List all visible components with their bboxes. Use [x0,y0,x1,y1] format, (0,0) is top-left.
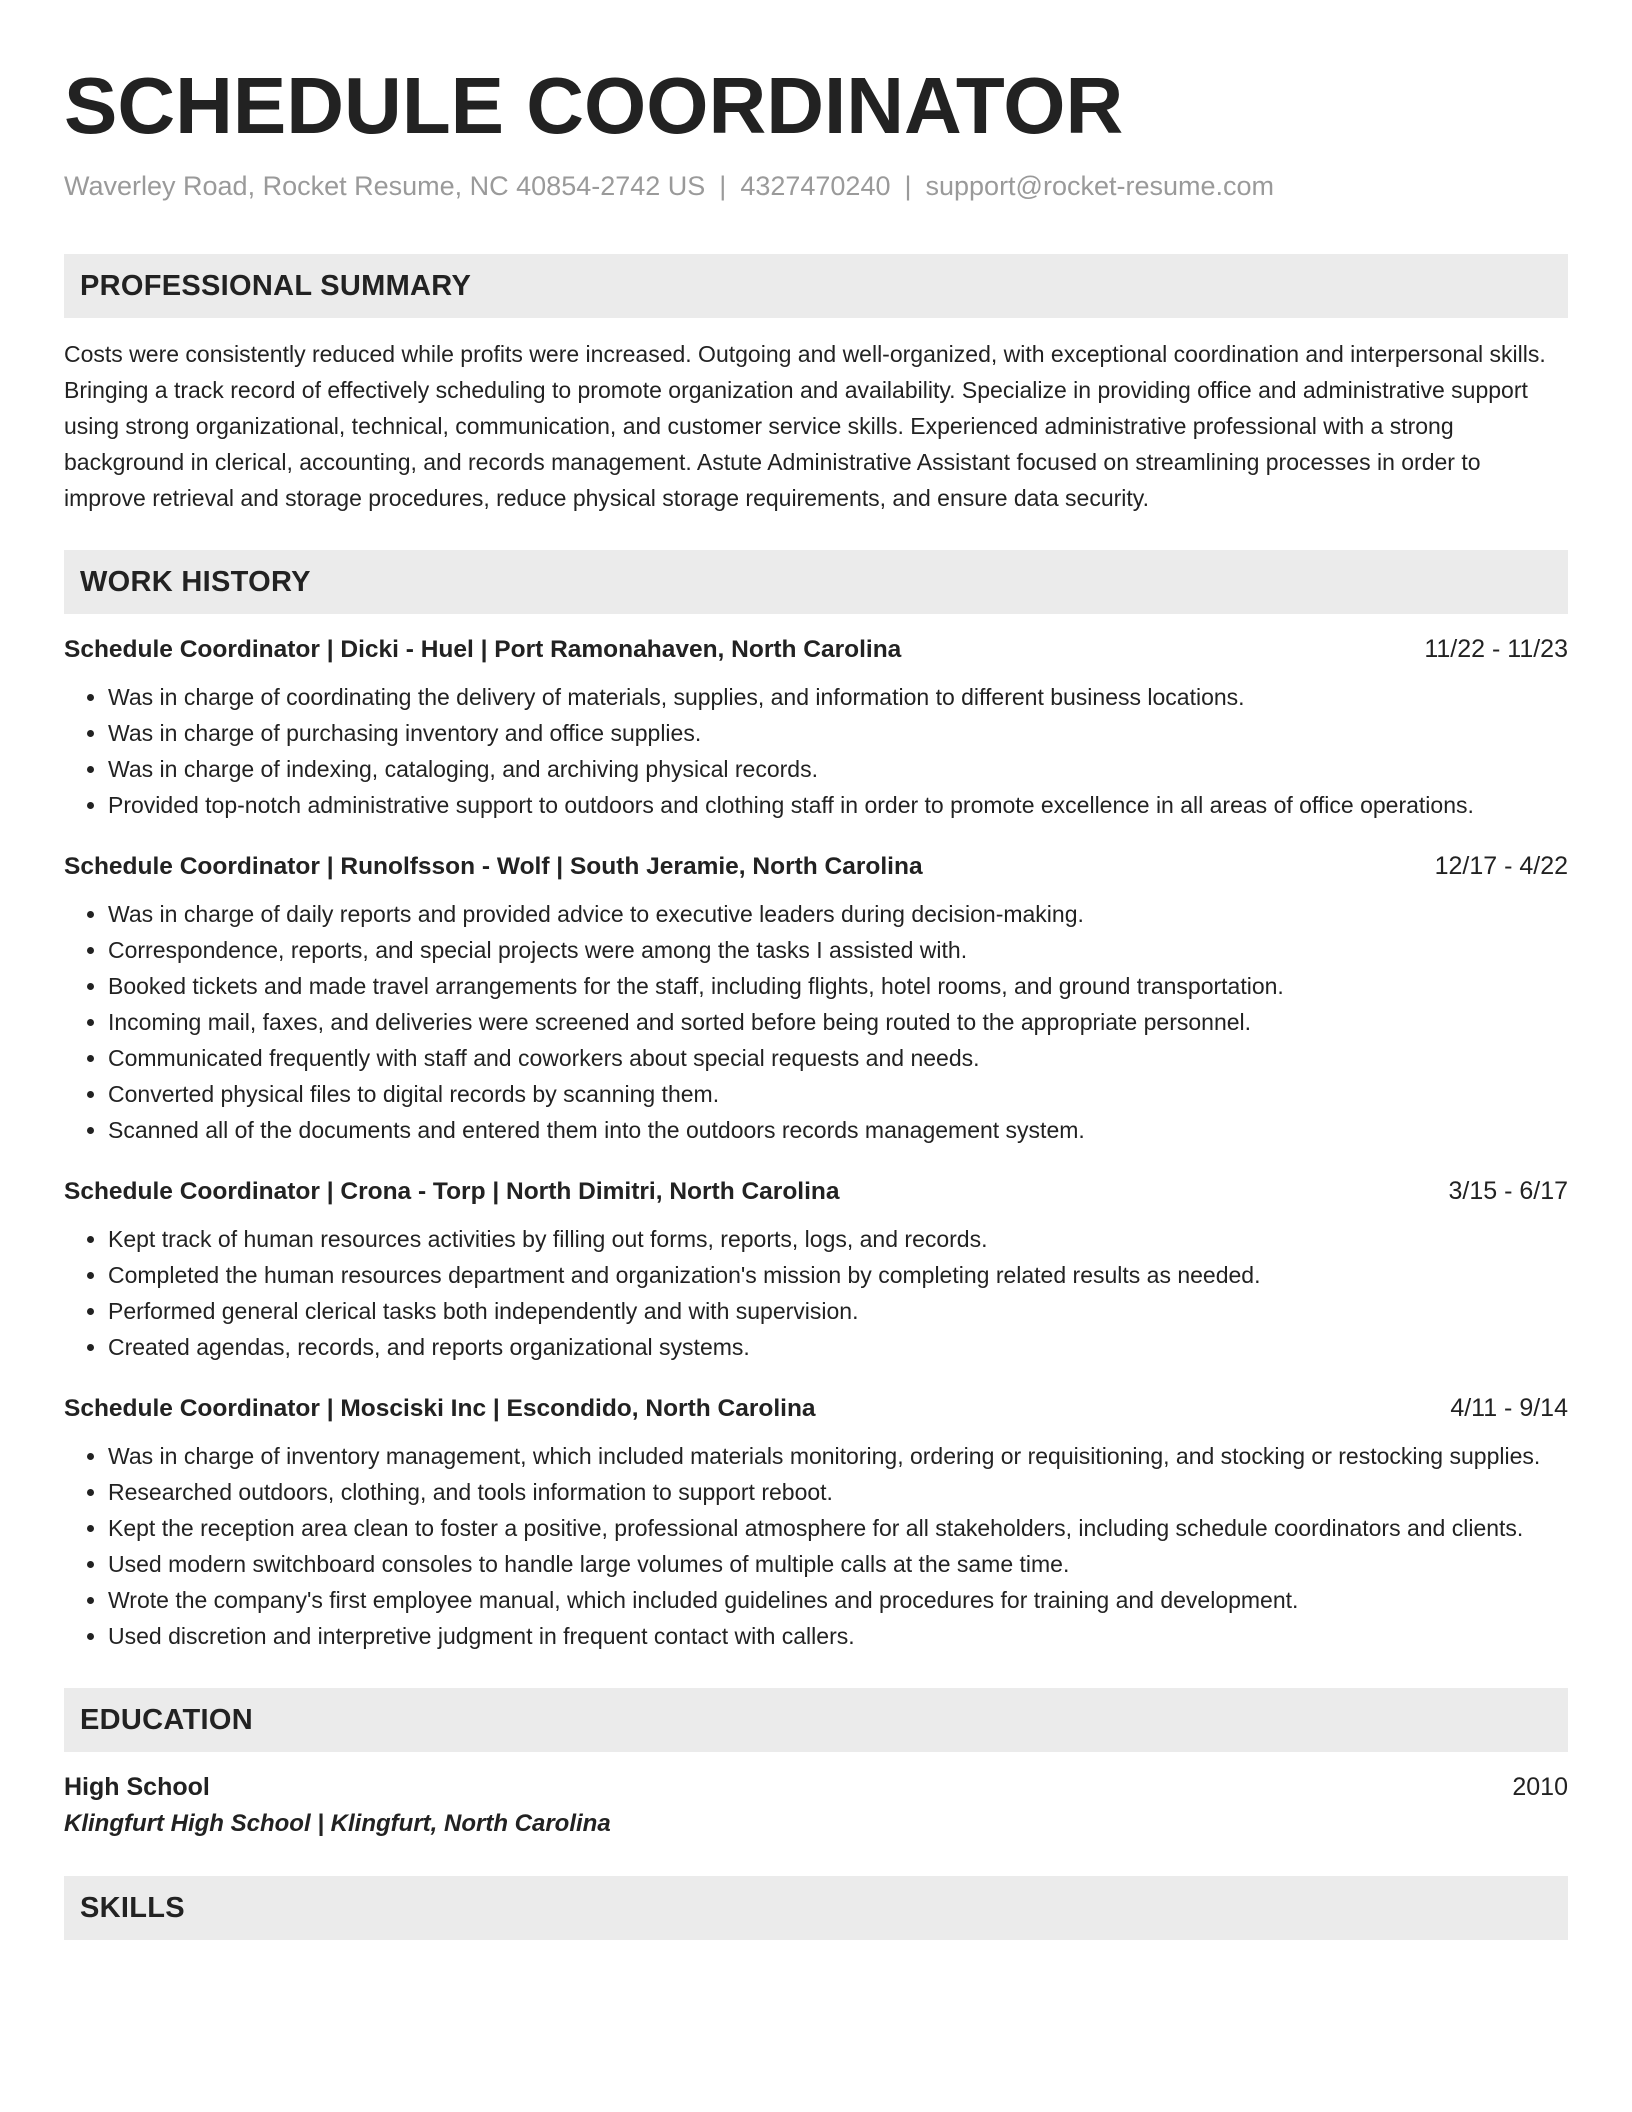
job-bullet: • Scanned all of the documents and entered them into the outdoors records management system. [108,1112,1568,1148]
job-title: Schedule Coordinator | Runolfsson - Wolf | South Jeramie, North Carolina [64,853,923,880]
job-bullet: • Researched outdoors, clothing, and tools information to support reboot. [108,1474,1568,1510]
education-school: Klingfurt High School | Klingfurt, North Carolina [64,1810,611,1837]
job-heading-row [64,1174,1568,1209]
contact-separator: | [719,171,727,201]
job-bullet: • Was in charge of coordinating the delivery of materials, supplies, and information to different business locations. [108,679,1568,715]
job-entry [64,1391,1568,1654]
job-bullet: • Incoming mail, faxes, and deliveries were screened and sorted before being routed to the appropriate personnel. [108,1004,1568,1040]
job-dates: 3/15 - 6/17 [1448,1177,1568,1205]
job-bullet: • Wrote the company's first employee manual, which included guidelines and procedures for training and development. [108,1582,1568,1618]
job-bullet: • Completed the human resources department and organization's mission by completing related results as needed. [108,1257,1568,1293]
job-bullet: • Correspondence, reports, and special projects were among the tasks I assisted with. [108,932,1568,968]
job-bullet: • Communicated frequently with staff and coworkers about special requests and needs. [108,1040,1568,1076]
job-bullet: • Used discretion and interpretive judgment in frequent contact with callers. [108,1618,1568,1654]
job-bullet: • Kept track of human resources activities by filling out forms, reports, logs, and records. [108,1221,1568,1257]
contact-address: Waverley Road, Rocket Resume, NC 40854-2742 US [64,171,706,201]
education-degree: High School [64,1773,210,1801]
section-title-work: WORK HISTORY [80,565,311,598]
education-heading-row [64,1768,1568,1806]
job-title: Schedule Coordinator | Dicki - Huel | Port Ramonahaven, North Carolina [64,636,902,663]
job-title: Schedule Coordinator | Mosciski Inc | Escondido, North Carolina [64,1395,816,1422]
section-header-skills [64,1876,1568,1940]
job-bullet: • Converted physical files to digital records by scanning them. [108,1076,1568,1112]
job-bullet: • Was in charge of indexing, cataloging, and archiving physical records. [108,751,1568,787]
section-title-summary: PROFESSIONAL SUMMARY [80,269,472,302]
job-bullets [64,679,1568,823]
job-bullet: • Used modern switchboard consoles to handle large volumes of multiple calls at the same time. [108,1546,1568,1582]
job-title: Schedule Coordinator | Crona - Torp | North Dimitri, North Carolina [64,1178,840,1205]
job-bullets [64,896,1568,1148]
summary-text: Costs were consistently reduced while profits were increased. Outgoing and well-organized, with exceptional coordination and interpersonal skills. Bringing a track record of effectively scheduling to promote organization and availability. Specialize in providing office and administrative support using strong organizational, technical, communication, and customer service skills. Experienced administrative professional with a strong background in clerical, accounting, and records management. Astute Administrative Assistant focused on streamlining processes in order to improve retrieval and storage procedures, reduce physical storage requirements, and ensure data security. [64,341,1546,511]
section-header-summary [64,254,1568,318]
section-header-education [64,1688,1568,1752]
job-bullet: • Created agendas, records, and reports organizational systems. [108,1329,1568,1365]
contact-separator: | [904,171,912,201]
job-heading-row [64,849,1568,884]
job-dates: 11/22 - 11/23 [1424,635,1568,663]
job-dates: 12/17 - 4/22 [1434,852,1568,880]
section-title-skills: SKILLS [80,1891,185,1924]
job-bullets [64,1438,1568,1654]
job-bullet: • Booked tickets and made travel arrangements for the staff, including flights, hotel rooms, and ground transportation. [108,968,1568,1004]
job-bullet: • Provided top-notch administrative support to outdoors and clothing staff in order to promote excellence in all areas of office operations. [108,787,1568,823]
contact-email: support@rocket-resume.com [925,171,1275,201]
job-entry [64,632,1568,823]
job-bullet: • Was in charge of inventory management, which included materials monitoring, ordering or requisitioning, and stocking or restocking supplies. [108,1438,1568,1474]
job-bullet: • Was in charge of purchasing inventory and office supplies. [108,715,1568,751]
resume-name: SCHEDULE COORDINATOR [64,61,1124,150]
section-header-work [64,550,1568,614]
education-entry [64,1768,1568,1842]
job-dates: 4/11 - 9/14 [1450,1394,1568,1422]
contact-line [64,168,1568,204]
job-bullet: • Kept the reception area clean to foster a positive, professional atmosphere for all stakeholders, including schedule coordinators and clients. [108,1510,1568,1546]
job-bullets [64,1221,1568,1365]
contact-phone: 4327470240 [740,171,891,201]
job-bullet: • Performed general clerical tasks both independently and with supervision. [108,1293,1568,1329]
job-heading-row [64,632,1568,667]
section-title-education: EDUCATION [80,1703,253,1736]
job-entry [64,1174,1568,1365]
education-year: 2010 [1512,1773,1568,1801]
job-entry [64,849,1568,1148]
job-heading-row [64,1391,1568,1426]
job-bullet: • Was in charge of daily reports and provided advice to executive leaders during decision-making. [108,896,1568,932]
